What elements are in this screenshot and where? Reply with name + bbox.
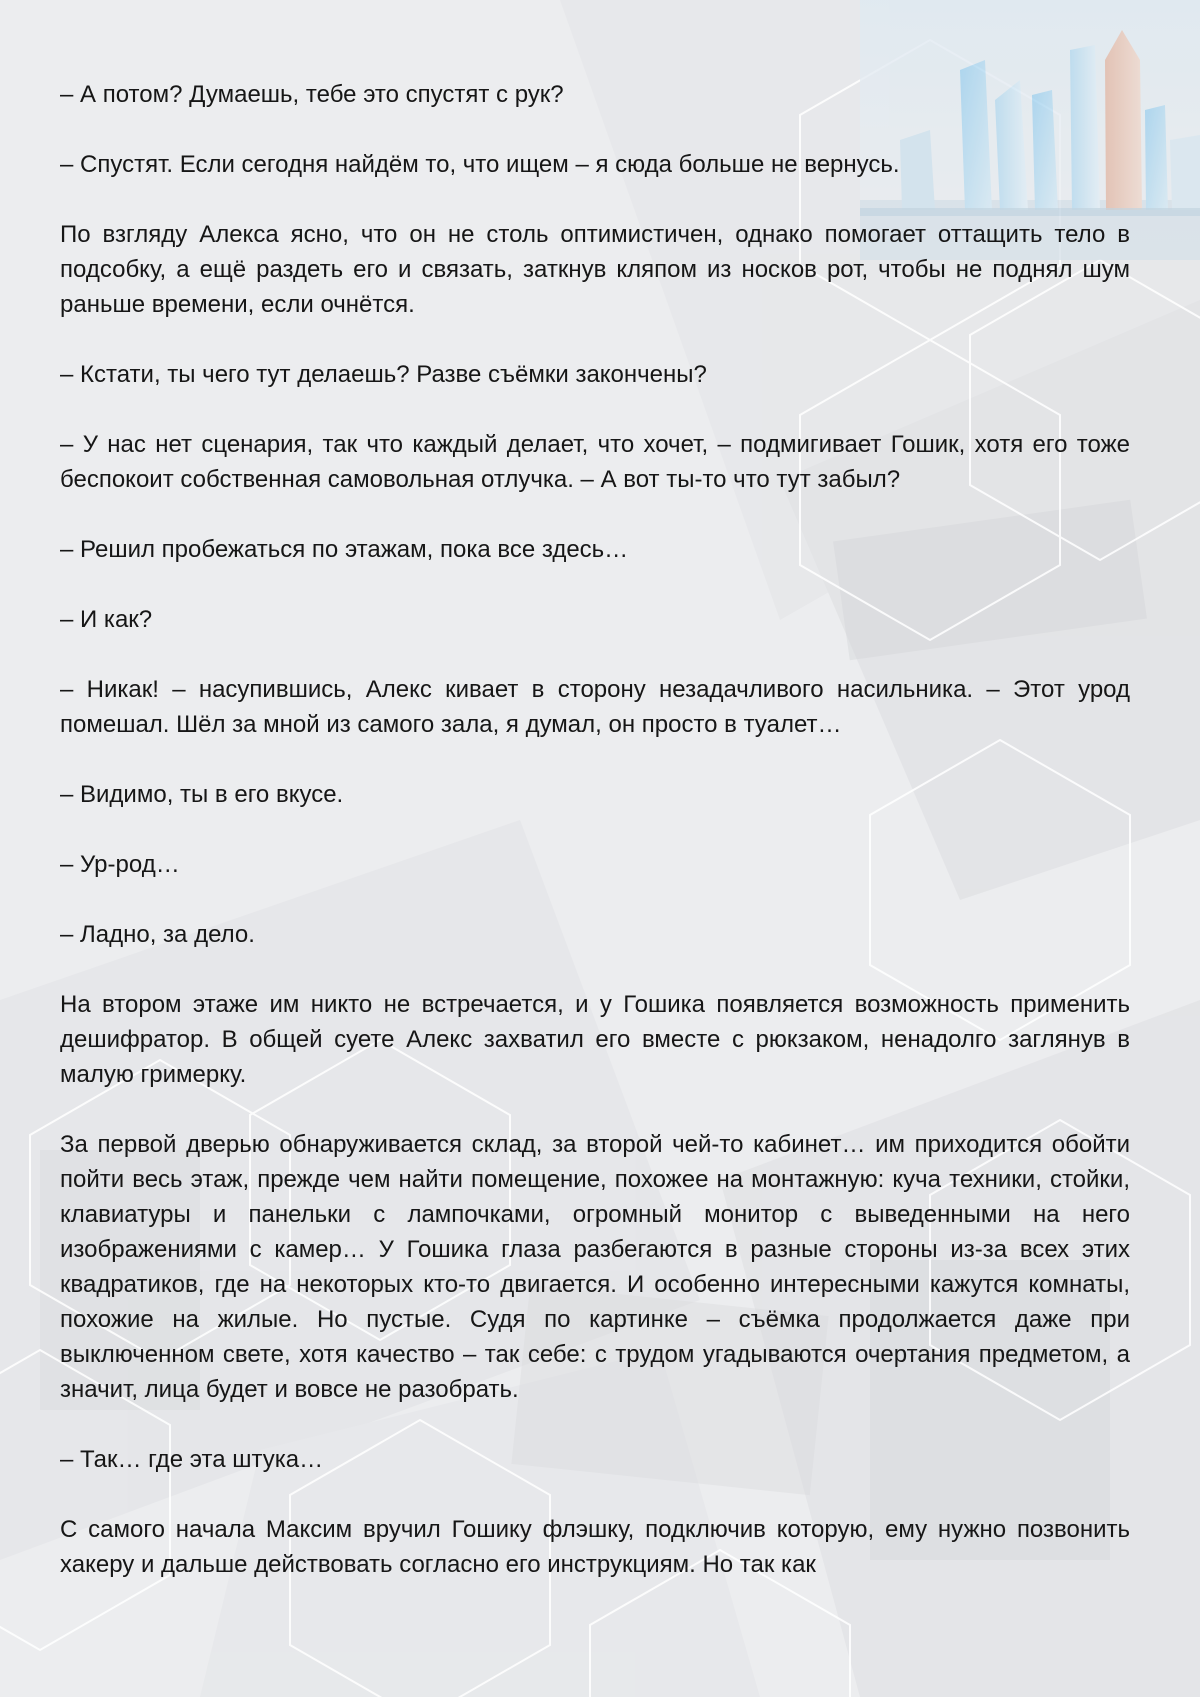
story-text	[60, 77, 1130, 1582]
paragraph: – У нас нет сценария, так что каждый делает, что хочет, – подмигивает Гошик, хотя его тоже беспокоит собственная самовольная отлучка. – А вот ты-то что тут забыл?	[60, 431, 1130, 493]
paragraph: – И как?	[60, 606, 153, 633]
paragraph: – Так… где эта штука…	[60, 1446, 324, 1473]
paragraph: С самого начала Максим вручил Гошику флэшку, подключив которую, ему нужно позвонить хакеру и дальше действовать согласно его инструкциям. Но так как	[60, 1516, 1130, 1578]
paragraph: – А потом? Думаешь, тебе это спустят с рук?	[60, 81, 564, 108]
paragraph: – Видимо, ты в его вкусе.	[60, 781, 344, 808]
paragraph: – Ур-род…	[60, 851, 180, 878]
paragraph: – Ладно, за дело.	[60, 921, 255, 948]
paragraph: На втором этаже им никто не встречается, и у Гошика появляется возможность применить дешифратор. В общей суете Алекс захватил его вместе с рюкзаком, ненадолго заглянув в малую гримерку.	[60, 991, 1130, 1088]
paragraph: – Никак! – насупившись, Алекс кивает в сторону незадачливого насильника. – Этот урод помешал. Шёл за мной из самого зала, я думал, он просто в туалет…	[60, 676, 1130, 738]
paragraph: – Спустят. Если сегодня найдём то, что ищем – я сюда больше не вернусь.	[60, 151, 900, 178]
paragraph: – Решил пробежаться по этажам, пока все здесь…	[60, 536, 629, 563]
paragraph: По взгляду Алекса ясно, что он не столь оптимистичен, однако помогает оттащить тело в подсобку, а ещё раздеть его и связать, заткнув кляпом из носков рот, чтобы не поднял шум раньше времени, если очнётся.	[60, 221, 1130, 318]
paragraph: За первой дверью обнаруживается склад, за второй чей-то кабинет… им приходится обойти пойти весь этаж, прежде чем найти помещение, похожее на монтажную: куча техники, стойки, клавиатуры и панельки с лампочками, огромный монитор с выведенными на него изображениями с камер… У Гошика глаза разбегаются в разные стороны из-за всех этих квадратиков, где на некоторых кто-то двигается. И особенно интересными кажутся комнаты, похожие на жилые. Но пустые. Судя по картинке – съёмка продолжается даже при выключенном свете, хотя качество – так себе: с трудом угадываются очертания предметом, а значит, лица будет и вовсе не разобрать.	[60, 1131, 1130, 1403]
paragraph: – Кстати, ты чего тут делаешь? Разве съёмки закончены?	[60, 361, 707, 388]
